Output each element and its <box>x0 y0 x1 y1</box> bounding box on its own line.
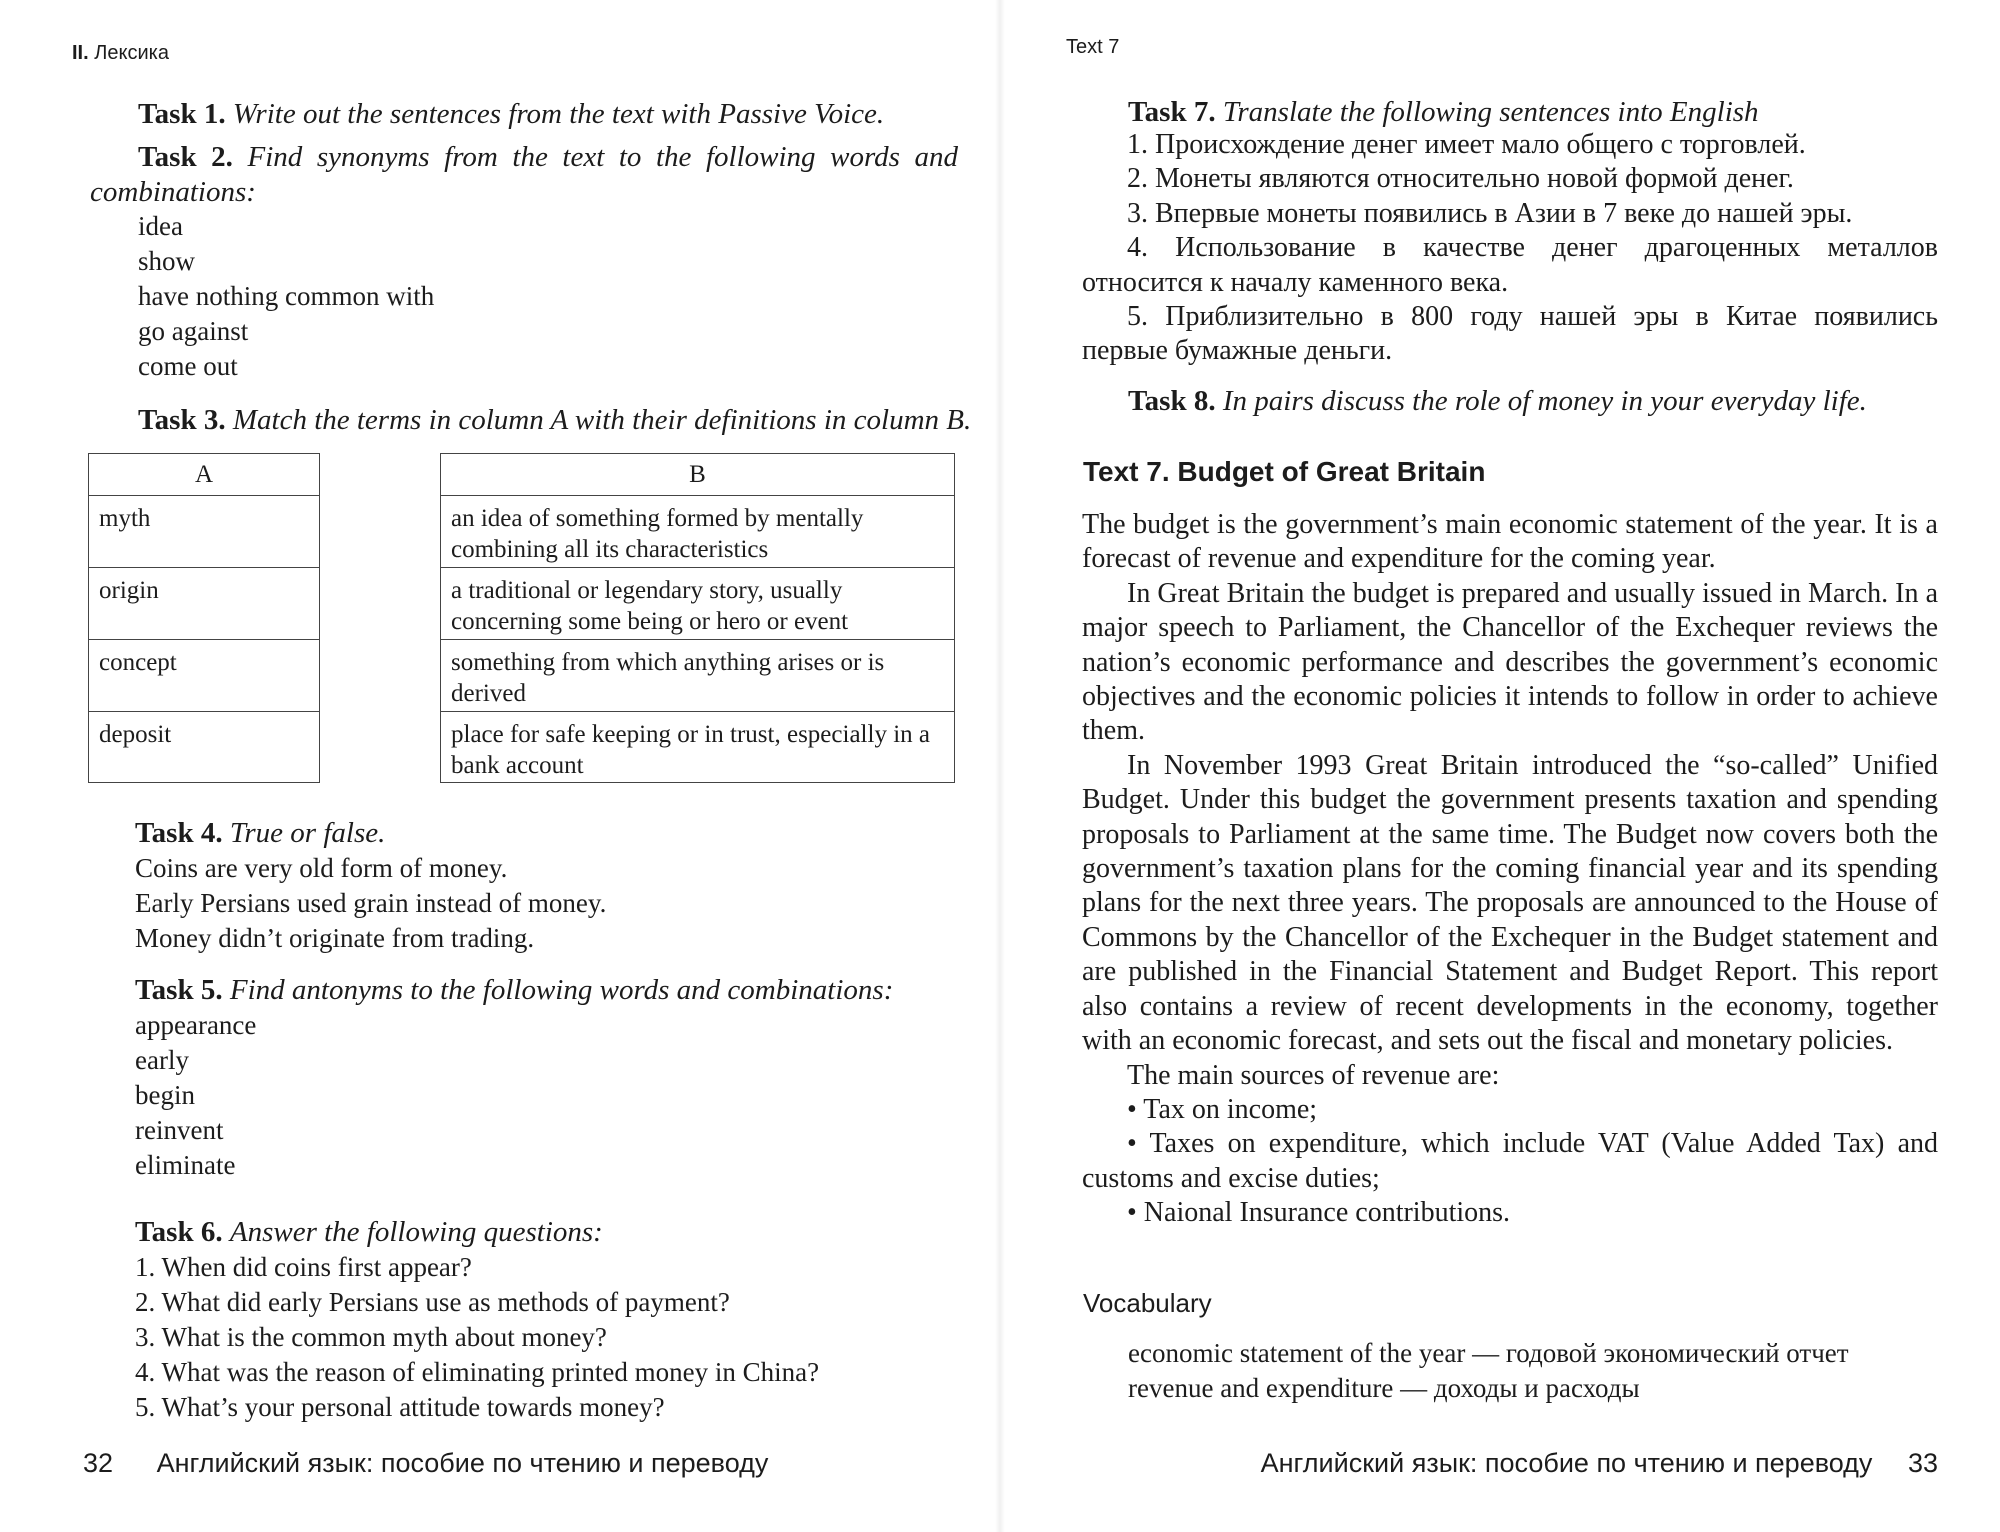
list-item: Early Persians used grain instead of money. <box>135 888 607 918</box>
bullet-item: • Tax on income; <box>1127 1093 1318 1125</box>
task-label: Task 3. <box>138 404 226 436</box>
task-label: Task 5. <box>135 974 223 1006</box>
list-item: 2. What did early Persians use as methods of payment? <box>135 1287 730 1317</box>
text-title: Text 7. Budget of Great Britain <box>1083 456 1486 487</box>
task-instruction: Translate the following sentences into English <box>1222 96 1759 128</box>
vocabulary-item: revenue and expenditure — доходы и расходы <box>1128 1373 1640 1403</box>
list-item: show <box>138 246 196 276</box>
right-page <box>1000 0 2000 1532</box>
definition-cell: an idea of something formed by mentally combining all its characteristics <box>441 496 954 568</box>
task-instruction: In pairs discuss the role of money in your everyday life. <box>1222 385 1867 417</box>
task-label: Task 4. <box>135 817 223 849</box>
page-number: 32 <box>83 1448 114 1478</box>
list-item: begin <box>135 1080 195 1110</box>
translation-sentences <box>1082 128 1938 369</box>
list-item: early <box>135 1045 189 1075</box>
term-cell: myth <box>89 496 319 568</box>
task-label: Task 1. <box>138 98 226 130</box>
column-b-header: B <box>441 454 954 496</box>
list-item: reinvent <box>135 1115 224 1145</box>
question-list <box>135 1250 819 1425</box>
task-instruction: Match the terms in column A with their definitions in column B. <box>232 404 972 436</box>
task-7 <box>1128 95 1759 130</box>
list-item: go against <box>138 316 249 346</box>
vocabulary-title: Vocabulary <box>1083 1288 1212 1318</box>
term-cell: deposit <box>99 721 172 748</box>
true-false-statements <box>135 851 606 956</box>
paragraph: In November 1993 Great Britain introduced the “so-called” Unified Budget. Under this budget the government presents taxation and spending proposals to Parliament at the same time. The Budget now covers both the government’s taxation plans for the coming financial year and its spending plans for the next three years. The proposals are announced to the House of Commons by the Chancellor of the Exchequer in the Budget statement and are published in the Financial Statement and Budget Report. This report also contains a review of recent developments in the economy, together with an economic forecast, and sets out the fiscal and monetary policies. <box>1082 749 1938 1057</box>
task-instruction: Find antonyms to the following words and combinations: <box>229 974 894 1006</box>
list-item: 3. Впервые монеты появились в Азии в 7 веке до нашей эры. <box>1127 197 1853 229</box>
book-title: Английский язык: пособие по чтению и переводу <box>156 1448 769 1478</box>
list-item: Money didn’t originate from trading. <box>135 923 535 953</box>
list-item: come out <box>138 351 238 381</box>
section-title: Лексика <box>94 42 169 64</box>
list-item: 3. What is the common myth about money? <box>135 1322 607 1352</box>
task-label: Task 7. <box>1128 96 1216 128</box>
list-item: 4. What was the reason of eliminating printed money in China? <box>135 1357 820 1387</box>
task-label: Task 6. <box>135 1216 223 1248</box>
term-cell: origin <box>89 568 319 640</box>
page-header <box>72 42 169 65</box>
paragraph: The budget is the government’s main economic statement of the year. It is a forecast of revenue and expenditure for the coming year. <box>1082 509 1938 575</box>
synonym-word-list <box>138 209 434 384</box>
paragraph: The main sources of revenue are: <box>1127 1059 1500 1091</box>
list-item: appearance <box>135 1010 257 1040</box>
list-item: 5. What’s your personal attitude towards money? <box>135 1392 665 1422</box>
list-item: eliminate <box>135 1150 236 1180</box>
task-instruction: True or false. <box>229 817 386 849</box>
term-cell: concept <box>89 640 319 712</box>
task-8 <box>1128 384 1867 419</box>
definition-cell: place for safe keeping or in trust, especially in a bank account <box>451 721 930 779</box>
list-item: 1. Происхождение денег имеет мало общего с торговлей. <box>1127 129 1806 160</box>
paragraph: In Great Britain the budget is prepared and usually issued in March. In a major speech to Parliament, the Chancellor of the Exchequer reviews the nation’s economic performance and describes the government’s economic objectives and the economic policies it intends to follow in order to achieve them. <box>1082 577 1938 747</box>
list-item: 5. Приблизительно в 800 году нашей эры в Китае появились первые бумажные деньги. <box>1082 301 1938 367</box>
list-item: idea <box>138 211 183 241</box>
antonym-word-list <box>135 1008 256 1183</box>
column-a-table <box>88 453 320 783</box>
vocabulary-item: economic statement of the year — годовой экономический отчет <box>1128 1338 1849 1368</box>
section-numeral: II. <box>72 42 89 64</box>
task-6 <box>135 1215 603 1250</box>
bullet-item: • Naional Insurance contributions. <box>1127 1197 1511 1229</box>
list-item: 2. Монеты являются относительно новой формой денег. <box>1127 163 1794 195</box>
task-label: Task 2. <box>138 141 233 173</box>
task-4 <box>135 816 385 851</box>
list-item: have nothing common with <box>138 281 435 311</box>
list-item: 4. Использование в качестве денег драгоценных металлов относится к началу каменного века. <box>1082 232 1938 298</box>
budget-article <box>1082 508 1938 1231</box>
task-1 <box>138 97 958 132</box>
task-instruction: Write out the sentences from the text with Passive Voice. <box>232 98 885 130</box>
task-5 <box>135 973 893 1008</box>
column-a-header: A <box>89 454 319 496</box>
running-header: Text 7 <box>1066 36 1120 58</box>
column-b-table <box>440 453 955 783</box>
vocabulary-list <box>1128 1336 1849 1406</box>
task-instruction: Find synonyms from the text to the following words and combinations: <box>90 141 959 208</box>
page-number: 33 <box>1907 1448 1938 1478</box>
list-item: 1. When did coins first appear? <box>135 1252 472 1282</box>
page-footer <box>83 1448 768 1479</box>
bullet-item: • Taxes on expenditure, which include VAT (Value Added Tax) and customs and excise duties; <box>1082 1128 1938 1194</box>
definition-cell: something from which anything arises or is derived <box>441 640 954 712</box>
definition-cell: a traditional or legendary story, usually concerning some being or hero or event <box>441 568 954 640</box>
book-title: Английский язык: пособие по чтению и переводу <box>1260 1448 1873 1478</box>
task-label: Task 8. <box>1128 385 1216 417</box>
task-2 <box>90 140 958 210</box>
list-item: Coins are very old form of money. <box>135 853 508 883</box>
task-instruction: Answer the following questions: <box>229 1216 603 1248</box>
page-footer <box>1261 1448 1938 1479</box>
task-3 <box>138 403 972 438</box>
